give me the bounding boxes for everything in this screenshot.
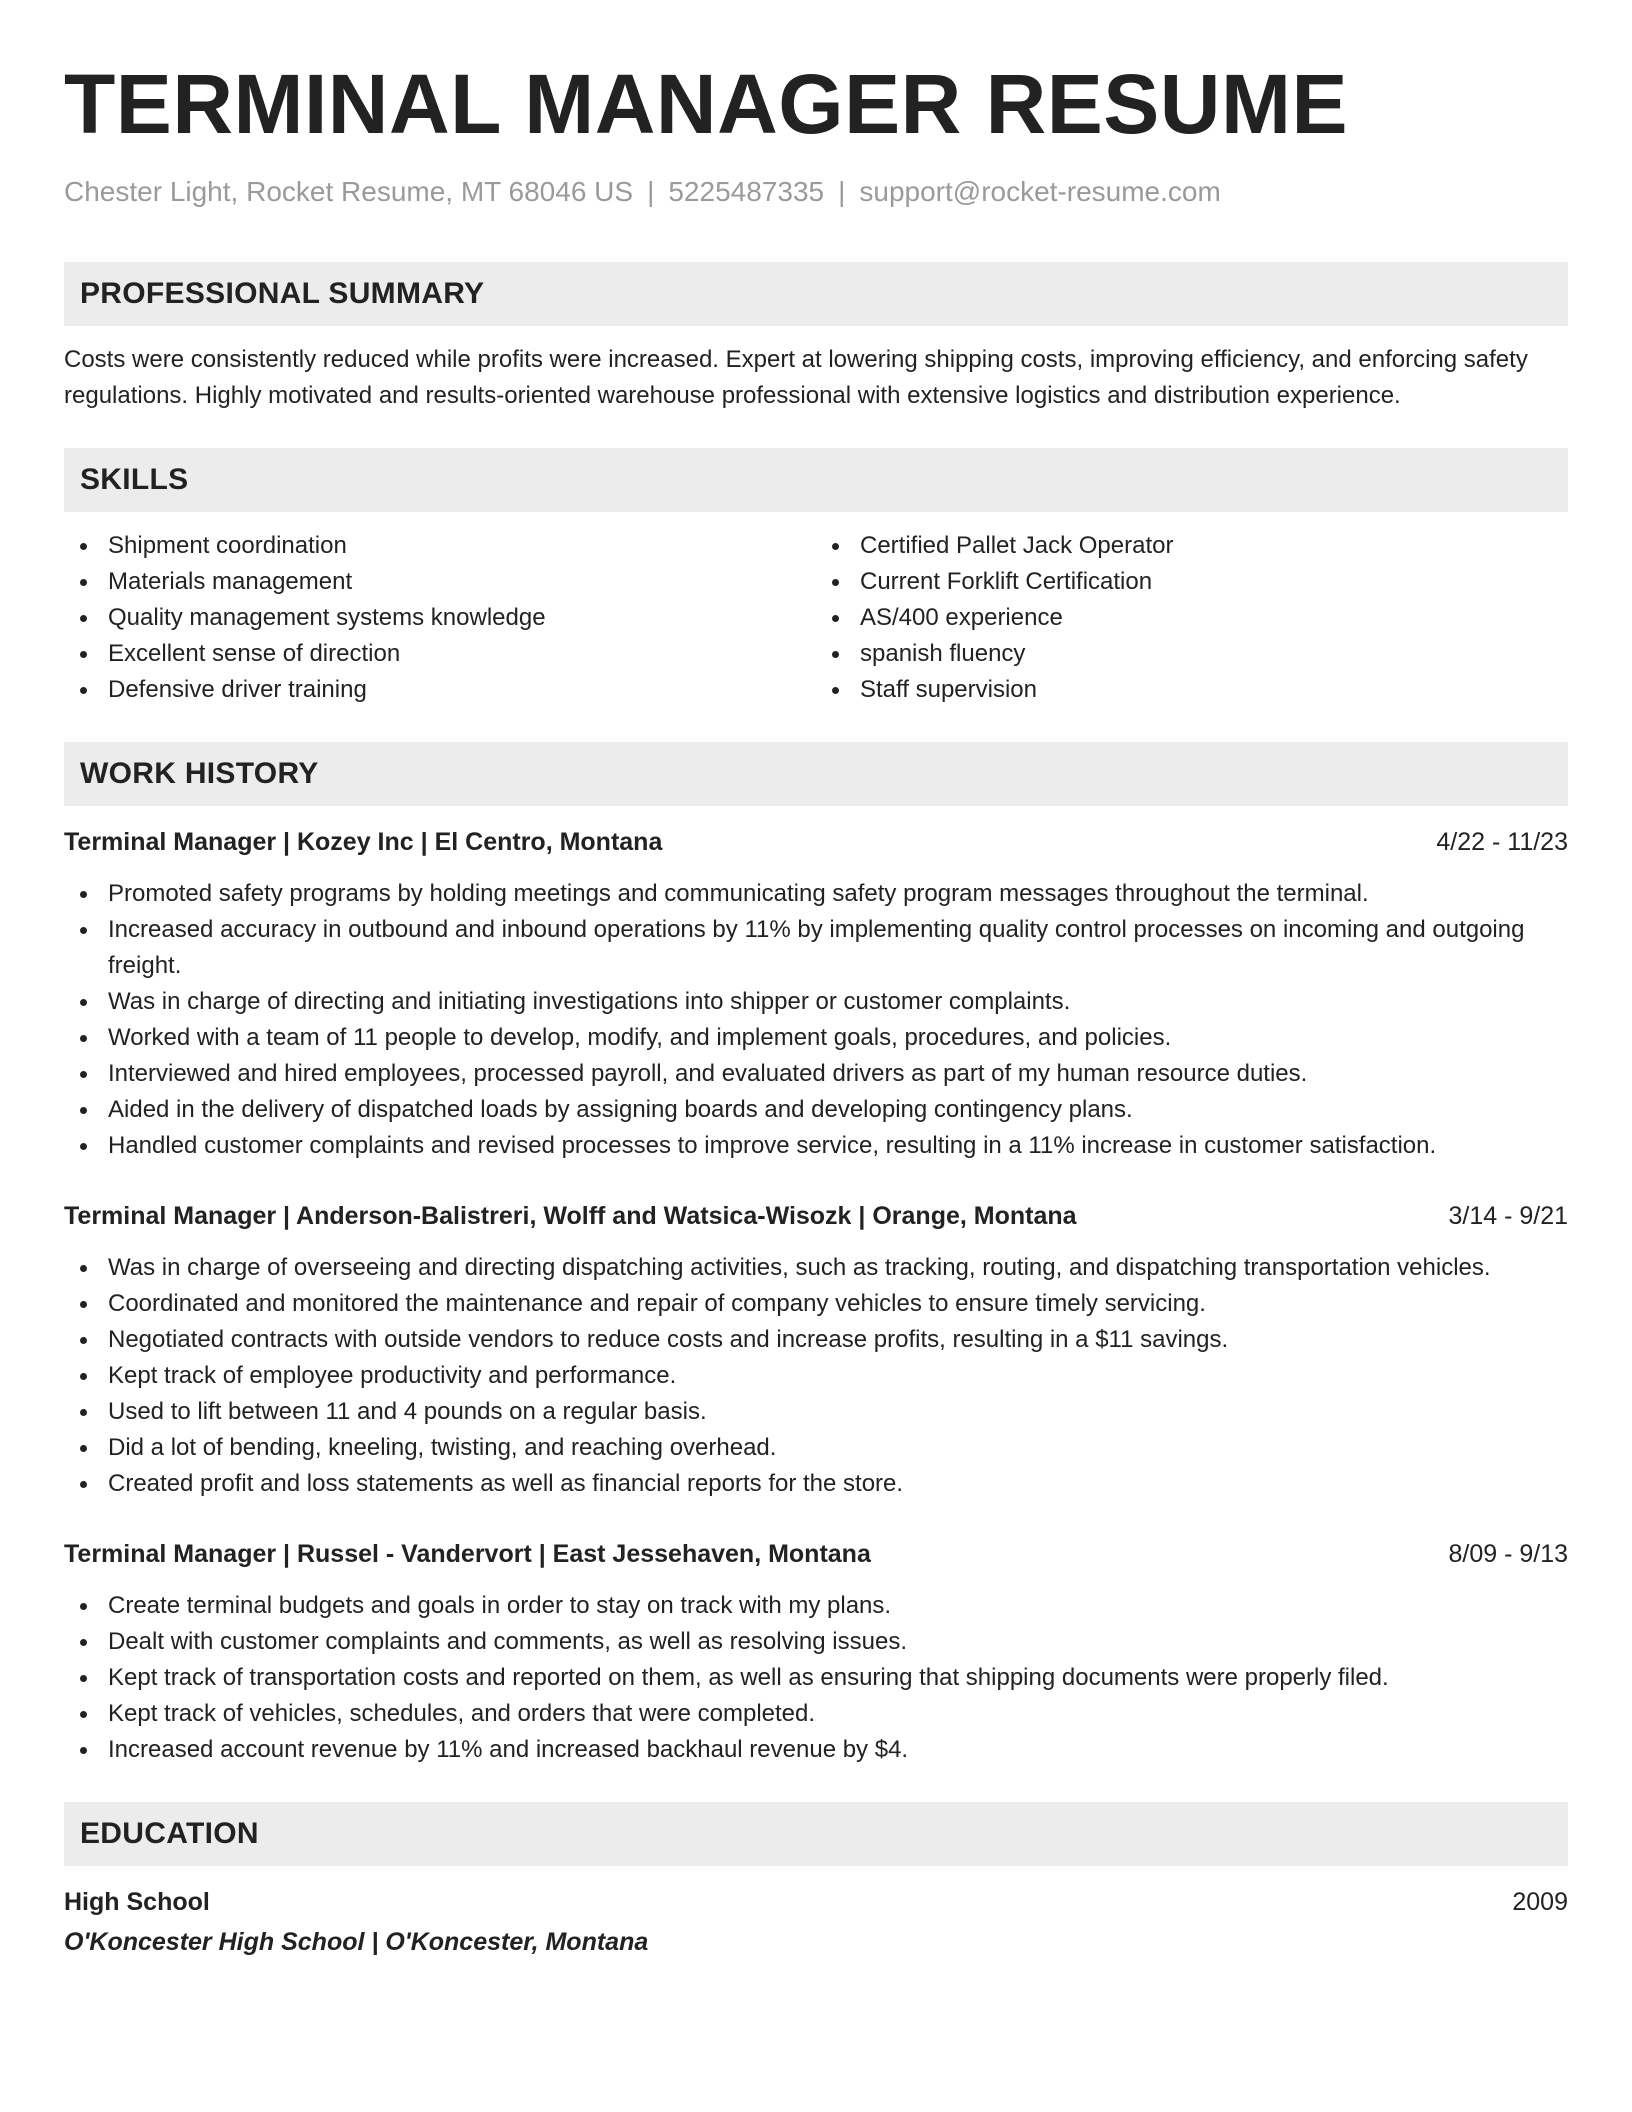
contact-separator: |: [838, 176, 846, 207]
job-bullet: Was in charge of directing and initiating investigations into shipper or customer complaints.: [64, 984, 1568, 1020]
skill-item: Current Forklift Certification: [816, 564, 1568, 600]
job-entry: [64, 1536, 1568, 1768]
job-title: Terminal Manager | Russel - Vandervort | East Jessehaven, Montana: [64, 1540, 871, 1568]
job-bullet: Kept track of employee productivity and performance.: [64, 1358, 1568, 1394]
education-degree: High School: [64, 1888, 210, 1916]
job-bullet: Increased account revenue by 11% and increased backhaul revenue by $4.: [64, 1732, 1568, 1768]
skill-item: Certified Pallet Jack Operator: [816, 528, 1568, 564]
education-header: [64, 1884, 1568, 1920]
skill-item: Excellent sense of direction: [64, 636, 816, 672]
skill-item: Materials management: [64, 564, 816, 600]
job-bullet: Worked with a team of 11 people to develop, modify, and implement goals, procedures, and policies.: [64, 1020, 1568, 1056]
job-bullets: [64, 1250, 1568, 1502]
job-bullet: Dealt with customer complaints and comments, as well as resolving issues.: [64, 1624, 1568, 1660]
job-bullet: Coordinated and monitored the maintenance and repair of company vehicles to ensure timely servicing.: [64, 1286, 1568, 1322]
contact-email: support@rocket-resume.com: [859, 176, 1221, 207]
section-heading-skills: SKILLS: [64, 448, 1568, 512]
job-bullet: Was in charge of overseeing and directing dispatching activities, such as tracking, routing, and dispatching transportation vehicles.: [64, 1250, 1568, 1286]
skill-item: AS/400 experience: [816, 600, 1568, 636]
job-bullet: Aided in the delivery of dispatched loads by assigning boards and developing contingency plans.: [64, 1092, 1568, 1128]
section-heading-summary: PROFESSIONAL SUMMARY: [64, 262, 1568, 326]
skill-item: Quality management systems knowledge: [64, 600, 816, 636]
education-year: 2009: [1512, 1888, 1568, 1916]
education-school: O'Koncester High School | O'Koncester, Montana: [64, 1928, 649, 1956]
job-dates: 8/09 - 9/13: [1448, 1540, 1568, 1568]
job-bullets: [64, 1588, 1568, 1768]
contact-line: [64, 174, 1568, 210]
job-header: [64, 1536, 1568, 1572]
job-bullets: [64, 876, 1568, 1164]
job-entry: [64, 824, 1568, 1164]
job-bullet: Kept track of transportation costs and reported on them, as well as ensuring that shipping documents were properly filed.: [64, 1660, 1568, 1696]
job-bullet: Did a lot of bending, kneeling, twisting, and reaching overhead.: [64, 1430, 1568, 1466]
job-bullet: Used to lift between 11 and 4 pounds on a regular basis.: [64, 1394, 1568, 1430]
job-header: [64, 1198, 1568, 1234]
job-bullet: Increased accuracy in outbound and inbound operations by 11% by implementing quality control processes on incoming and outgoing freight.: [64, 912, 1568, 984]
section-heading-work-history: WORK HISTORY: [64, 742, 1568, 806]
contact-address: Chester Light, Rocket Resume, MT 68046 US: [64, 176, 634, 207]
job-bullet: Interviewed and hired employees, processed payroll, and evaluated drivers as part of my human resource duties.: [64, 1056, 1568, 1092]
job-header: [64, 824, 1568, 860]
skill-item: Staff supervision: [816, 672, 1568, 708]
skill-item: Defensive driver training: [64, 672, 816, 708]
job-bullet: Handled customer complaints and revised processes to improve service, resulting in a 11% increase in customer satisfaction.: [64, 1128, 1568, 1164]
job-title: Terminal Manager | Kozey Inc | El Centro, Montana: [64, 828, 663, 856]
job-dates: 3/14 - 9/21: [1448, 1202, 1568, 1230]
contact-phone: 5225487335: [668, 176, 825, 207]
resume-title: TERMINAL MANAGER RESUME: [64, 57, 1348, 151]
section-heading-education: EDUCATION: [64, 1802, 1568, 1866]
job-dates: 4/22 - 11/23: [1436, 828, 1568, 856]
skills-column-left: [64, 528, 816, 708]
job-title: Terminal Manager | Anderson-Balistreri, Wolff and Watsica-Wisozk | Orange, Montana: [64, 1202, 1077, 1230]
job-bullet: Negotiated contracts with outside vendors to reduce costs and increase profits, resulting in a $11 savings.: [64, 1322, 1568, 1358]
contact-separator: |: [647, 176, 655, 207]
job-bullet: Created profit and loss statements as well as financial reports for the store.: [64, 1466, 1568, 1502]
summary-text: Costs were consistently reduced while profits were increased. Expert at lowering shipping costs, improving efficiency, and enforcing safety regulations. Highly motivated and results-oriented warehouse professional with extensive logistics and distribution experience.: [64, 346, 1528, 409]
job-bullet: Promoted safety programs by holding meetings and communicating safety program messages throughout the terminal.: [64, 876, 1568, 912]
job-bullet: Kept track of vehicles, schedules, and orders that were completed.: [64, 1696, 1568, 1732]
job-entry: [64, 1198, 1568, 1502]
skills-column-right: [816, 528, 1568, 708]
skills-list: [64, 528, 1568, 708]
skill-item: Shipment coordination: [64, 528, 816, 564]
skill-item: spanish fluency: [816, 636, 1568, 672]
job-bullet: Create terminal budgets and goals in order to stay on track with my plans.: [64, 1588, 1568, 1624]
